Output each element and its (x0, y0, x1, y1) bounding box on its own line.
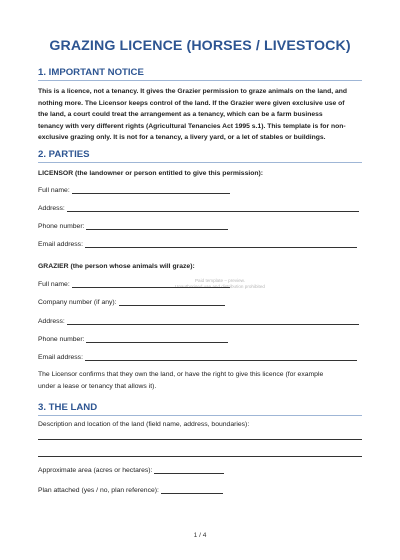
section-divider (38, 162, 362, 163)
land-area-input[interactable] (154, 466, 224, 474)
field-label: Email address: (38, 354, 83, 361)
notice-line: nothing more. The Licensor keeps control of the land. If the Grazier were given exclusive use of (38, 99, 345, 107)
licensor-email-field[interactable] (38, 240, 357, 248)
confirmation-line: The Licensor confirms that they own the land, or have the right to give this licence (for example (38, 371, 324, 378)
licensor-address-input[interactable] (67, 204, 359, 212)
watermark-line: Paid template – preview. (194, 278, 246, 283)
grazier-heading: GRAZIER (the person whose animals will graze): (38, 263, 195, 270)
licensor-heading: LICENSOR (the landowner or person entitled to give this permission): (38, 170, 264, 177)
notice-line: tenancy with very different rights (Agricultural Tenancies Act 1995 s.1). This template is for non- (38, 122, 346, 130)
licensor-full-name-input[interactable] (72, 186, 230, 194)
grazier-full-name-input[interactable] (72, 280, 230, 288)
field-label: Address: (38, 318, 65, 325)
field-label: Address: (38, 205, 65, 212)
grazier-full-name-field[interactable] (38, 280, 230, 288)
field-label: Full name: (38, 281, 70, 288)
field-label: Email address: (38, 241, 83, 248)
field-label: Phone number: (38, 336, 85, 343)
field-label: Plan attached (yes / no, plan reference): (38, 487, 159, 494)
land-description-input-line-1[interactable] (38, 439, 362, 440)
grazier-company-field[interactable] (38, 298, 225, 306)
grazier-address-field[interactable] (38, 317, 359, 325)
licensor-address-field[interactable] (38, 204, 359, 212)
watermark-line: Unauthorised use and distribution prohibited (175, 284, 265, 289)
confirmation-line: under a lease or tenancy that allows it). (38, 382, 157, 390)
licensor-full-name-field[interactable] (38, 186, 230, 194)
field-label: Approximate area (acres or hectares): (38, 467, 153, 474)
notice-line: exclusive grazing only. It is not for a tenancy, a livery yard, or a let of stables or buildings. (38, 134, 326, 142)
plan-attached-field[interactable] (38, 486, 223, 494)
section-heading-notice: 1. IMPORTANT NOTICE (38, 67, 144, 78)
grazier-email-input[interactable] (85, 353, 357, 361)
land-description-label: Description and location of the land (field name, address, boundaries): (38, 421, 250, 428)
field-label: Company number (if any): (38, 299, 117, 306)
grazier-email-field[interactable] (38, 353, 357, 361)
notice-line: This is a licence, not a tenancy. It gives the Grazier permission to graze animals on the land, and (38, 88, 347, 95)
page-number: 1 / 4 (193, 532, 207, 539)
field-label: Phone number: (38, 223, 85, 230)
licensor-email-input[interactable] (85, 240, 357, 248)
grazier-phone-field[interactable] (38, 335, 228, 343)
land-area-field[interactable] (38, 466, 224, 474)
licensor-phone-input[interactable] (86, 222, 228, 230)
land-description-input-line-2[interactable] (38, 456, 362, 457)
grazier-company-input[interactable] (119, 298, 225, 306)
section-heading-parties: 2. PARTIES (38, 149, 90, 160)
grazier-phone-input[interactable] (86, 335, 228, 343)
section-heading-land: 3. THE LAND (38, 402, 98, 413)
field-label: Full name: (38, 187, 70, 194)
document-title: GRAZING LICENCE (HORSES / LIVESTOCK) (49, 38, 351, 54)
section-divider (38, 80, 362, 81)
licensor-confirmation (38, 369, 364, 392)
notice-line: the land, a court could treat the arrangement as a tenancy, which can be a farm business (38, 111, 323, 119)
notice-paragraph (38, 86, 364, 144)
grazier-address-input[interactable] (67, 317, 359, 325)
licensor-phone-field[interactable] (38, 222, 228, 230)
section-divider (38, 415, 362, 416)
plan-attached-input[interactable] (161, 486, 223, 494)
